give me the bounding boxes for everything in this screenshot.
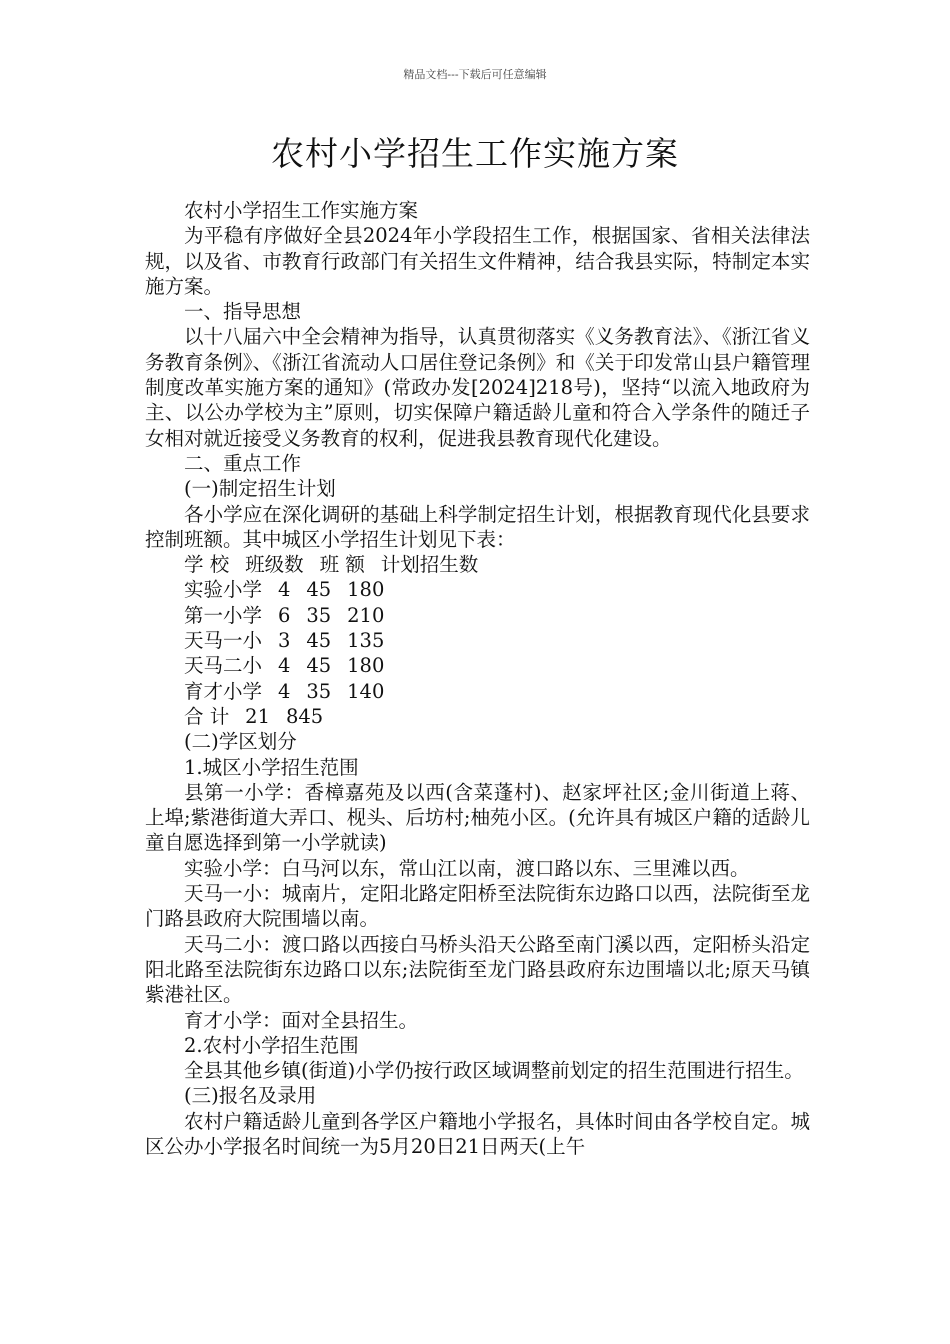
document-title: 农村小学招生工作实施方案 <box>271 134 679 173</box>
heading-rural-scope: 2.农村小学招生范围 <box>184 1033 359 1057</box>
paragraph-tianma-two-scope: 天马二小：渡口路以西接白马桥头沿天公路至南门溪以西，定阳桥头沿定阳北路至法院街东边路口以东;法院街至龙门路县政府东边围墙以北;原天马镇紫港社区。 <box>145 932 810 1007</box>
paragraph-rural-scope: 全县其他乡镇(街道)小学仍按行政区域调整前划定的招生范围进行招生。 <box>184 1059 804 1083</box>
table-cell: 3 <box>277 629 291 653</box>
table-total-row <box>145 704 810 729</box>
table-cell: 45 <box>306 578 332 602</box>
table-cell: 天马二小 <box>184 654 263 678</box>
heading-enrollment-plan: (一)制定招生计划 <box>184 477 336 501</box>
table-cell: 4 <box>277 679 291 703</box>
table-cell: 135 <box>347 629 385 653</box>
paragraph-tianma-one-scope: 天马一小：城南片，定阳北路定阳桥至法院街东边路口以西，法院街至龙门路县政府大院围墙以南。 <box>145 882 810 931</box>
paragraph-doc-name: 农村小学招生工作实施方案 <box>184 199 419 222</box>
paragraph-experimental-school-scope: 实验小学：白马河以东，常山江以南，渡口路以东、三里滩以西。 <box>184 856 750 880</box>
paragraph-yucai-scope: 育才小学：面对全县招生。 <box>184 1008 419 1032</box>
enrollment-plan-table <box>145 552 810 729</box>
table-cell: 4 <box>277 578 291 602</box>
table-cell: 45 <box>306 654 332 678</box>
table-row <box>145 653 810 678</box>
heading-guiding-thought: 一、指导思想 <box>184 300 302 324</box>
table-cell: 35 <box>306 679 332 703</box>
table-cell: 育才小学 <box>184 679 263 703</box>
table-header-cell: 班级数 <box>245 553 304 577</box>
table-header-row <box>145 552 810 577</box>
table-cell: 第一小学 <box>184 603 263 627</box>
table-cell: 21 <box>245 704 270 728</box>
table-cell: 180 <box>347 654 385 678</box>
table-cell: 140 <box>347 679 385 703</box>
table-cell: 845 <box>285 704 324 728</box>
document-body <box>145 198 810 1159</box>
table-cell: 天马一小 <box>184 629 263 653</box>
table-cell: 实验小学 <box>184 578 263 602</box>
table-cell: 合 计 <box>184 704 230 728</box>
table-header-cell: 计划招生数 <box>380 553 479 577</box>
heading-urban-scope: 1.城区小学招生范围 <box>184 755 359 779</box>
table-header-cell: 学 校 <box>184 553 230 577</box>
heading-registration: (三)报名及录用 <box>184 1084 317 1108</box>
table-cell: 6 <box>277 603 291 627</box>
table-row <box>145 628 810 653</box>
paragraph-registration: 农村户籍适龄儿童到各学区户籍地小学报名，具体时间由各学校自定。城区公办小学报名时间统一为5月20日21日两天(上午 <box>145 1109 810 1158</box>
table-cell: 35 <box>306 603 332 627</box>
paragraph-guiding-thought: 以十八届六中全会精神为指导，认真贯彻落实《义务教育法》、《浙江省义务教育条例》、《浙江省流动人口居住登记条例》和《关于印发常山县户籍管理制度改革实施方案的通知》(常政办发[2024]218号)，坚持“以流入地政府为主、以公办学校为主”原则，切实保障户籍适龄儿童和符合入学条件的随迁子女相对就近接受义务教育的权利，促进我县教育现代化建设。 <box>145 325 810 450</box>
table-cell: 45 <box>306 629 332 653</box>
heading-key-work: 二、重点工作 <box>184 451 302 475</box>
paragraph-first-school-scope: 县第一小学：香樟嘉苑及以西(含菜蓬村)、赵家坪社区;金川街道上蒋、上埠;紫港街道大弄口、枧头、后坊村;柚苑小区。(允许具有城区户籍的适龄儿童自愿选择到第一小学就读) <box>145 780 810 855</box>
table-row <box>145 679 810 704</box>
header-note: 精品文档---下载后可任意编辑 <box>403 68 547 81</box>
paragraph-enrollment-plan: 各小学应在深化调研的基础上科学制定招生计划，根据教育现代化县要求控制班额。其中城区小学招生计划见下表： <box>145 502 810 551</box>
table-row <box>145 577 810 602</box>
paragraph-intro: 为平稳有序做好全县2024年小学段招生工作，根据国家、省相关法律法规，以及省、市教育行政部门有关招生文件精神，结合我县实际，特制定本实施方案。 <box>145 224 810 298</box>
table-cell: 180 <box>347 578 385 602</box>
table-row <box>145 603 810 628</box>
table-cell: 4 <box>277 654 291 678</box>
table-cell: 210 <box>347 603 385 627</box>
table-header-cell: 班 额 <box>319 553 365 577</box>
heading-district-division: (二)学区划分 <box>184 730 297 754</box>
